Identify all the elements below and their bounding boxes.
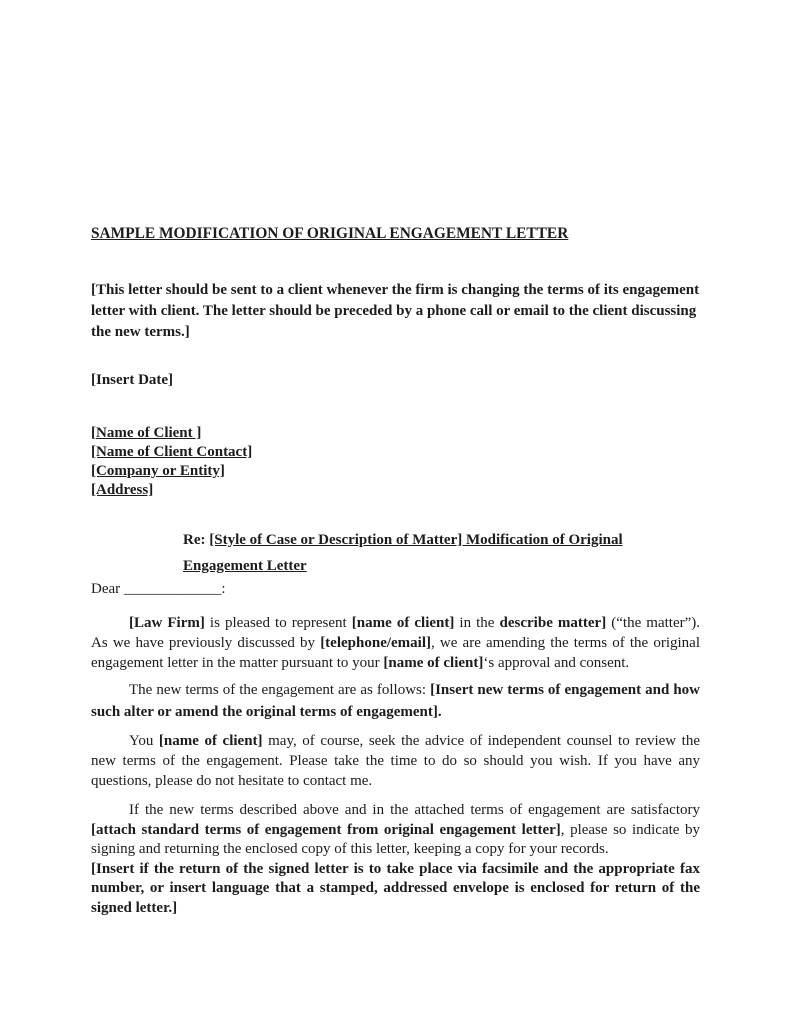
salutation-line: Dear _____________: (91, 581, 226, 597)
recipient-line-address: [Address] (91, 482, 154, 498)
document-title: SAMPLE MODIFICATION OF ORIGINAL ENGAGEMENT LETTER (91, 225, 569, 242)
recipient-address-block (91, 424, 700, 500)
paragraph-new-terms: The new terms of the engagement are as follows: [Insert new terms of engagement and how such alter or amend the original terms of engagement]. (91, 682, 700, 720)
insert-date-placeholder: [Insert Date] (91, 372, 174, 388)
re-subject-line: Re: [Style of Case or Description of Matter] Modification of Original Engagement Letter (183, 532, 623, 574)
recipient-line-company-entity: [Company or Entity] (91, 463, 225, 479)
recipient-line-name-of-client: [Name of Client ] (91, 425, 202, 441)
paragraph-sign-and-return: If the new terms described above and in the attached terms of engagement are satisfactory [attach standard terms of engagement from original engagement letter], please so indicate by signing and returning the enclosed copy of this letter, keeping a copy for your records. [Insert if the return of the signed letter is to take place via facsimile and the appropriate fax number, or insert language that a stamped, addressed envelope is enclosed for return of the signed letter.] (91, 802, 700, 916)
intro-instruction-note: [This letter should be sent to a client whenever the firm is changing the terms of its engagement letter with client. The letter should be preceded by a phone call or email to the client discussing the new terms.] (91, 282, 700, 340)
recipient-line-client-contact: [Name of Client Contact] (91, 444, 253, 460)
paragraph-representation: [Law Firm] is pleased to represent [name of client] in the describe matter] (“the matter”). As we have previously discussed by [telephone/email], we are amending the terms of the original engagement letter in the matter pursuant to your [name of client]‘s approval and consent. (91, 615, 701, 671)
paragraph-independent-counsel: You [name of client] may, of course, seek the advice of independent counsel to review the new terms of the engagement. Please take the time to do so should you wish. If you have any questions, please do not hesitate to contact me. (91, 733, 700, 789)
